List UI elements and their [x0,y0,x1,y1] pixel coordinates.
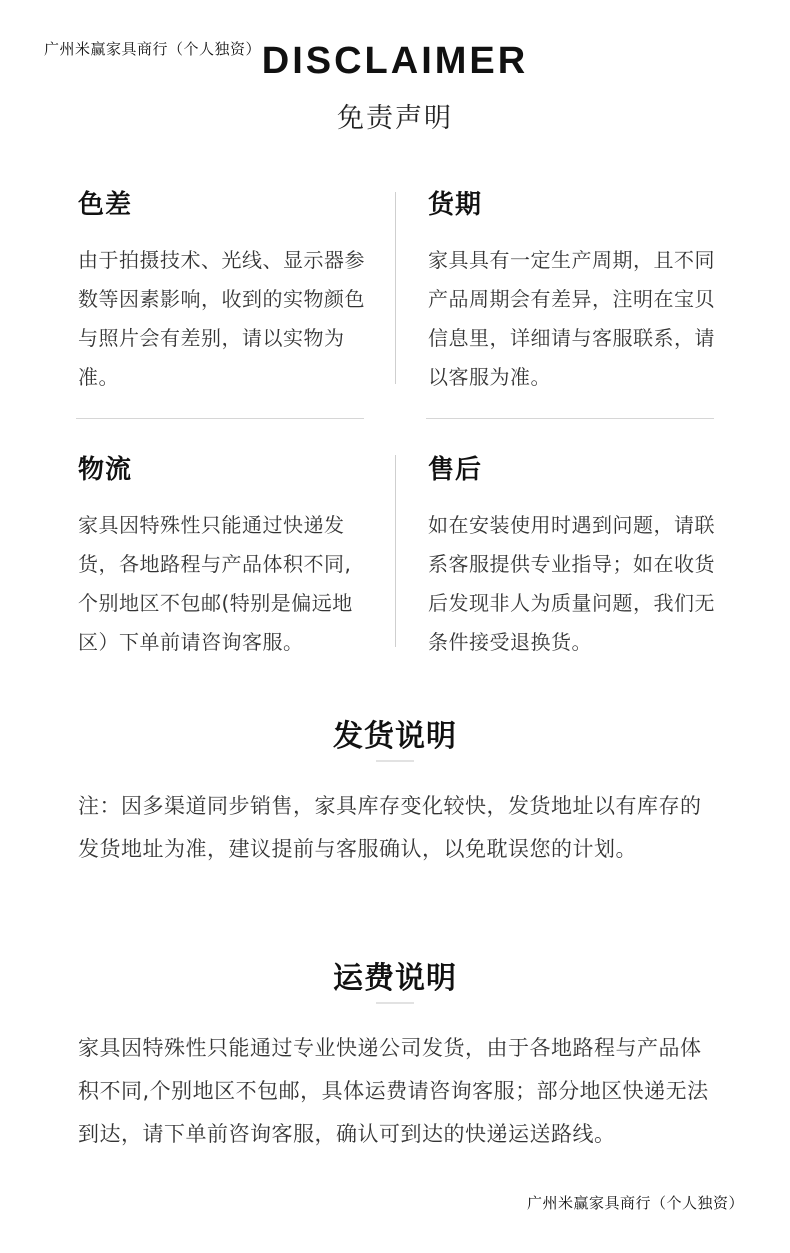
shop-watermark-top: 广州米赢家具商行（个人独资） [44,40,262,58]
shop-watermark-bottom: 广州米赢家具商行（个人独资） [526,1194,744,1212]
card-title: 货期 [428,190,483,220]
card-body: 如在安装使用时遇到问题，请联系客服提供专业指导；如在收货后发现非人为质量问题，我们无条件接受退换货。 [428,513,715,654]
card-title: 物流 [78,455,133,485]
freight-section-body: 家具因特殊性只能通过专业快递公司发货，由于各地路程与产品体积不同,个别地区不包邮，具体运费请咨询客服；部分地区快递无法到达，请下单前咨询客服，确认可到达的快递运送路线。 [78,1036,709,1146]
vertical-divider [395,455,396,647]
card-color-difference [78,184,368,397]
horizontal-divider [76,418,364,419]
page-title-en: DISCLAIMER [261,40,529,82]
freight-section-title: 运费说明 [333,961,457,996]
card-body: 家具因特殊性只能通过快递发货，各地路程与产品体积不同,个别地区不包邮(特别是偏远地区）下单前请咨询客服。 [78,513,353,654]
section-underline [376,1002,414,1004]
vertical-divider [395,192,396,384]
card-after-sales [428,449,718,662]
shipping-section-title: 发货说明 [333,719,457,754]
section-underline [376,760,414,762]
card-lead-time [428,184,718,397]
card-body: 家具具有一定生产周期，且不同产品周期会有差异，注明在宝贝信息里，详细请与客服联系，请以客服为准。 [428,248,715,389]
card-logistics [78,449,368,662]
card-title: 色差 [78,190,133,220]
page-title-zh: 免责声明 [337,103,453,134]
card-body: 由于拍摄技术、光线、显示器参数等因素影响，收到的实物颜色与照片会有差别，请以实物为准。 [78,248,365,389]
card-title: 售后 [428,455,483,485]
shipping-section-body: 注：因多渠道同步销售，家具库存变化较快，发货地址以有库存的发货地址为准，建议提前与客服确认，以免耽误您的计划。 [78,794,702,861]
horizontal-divider [426,418,714,419]
